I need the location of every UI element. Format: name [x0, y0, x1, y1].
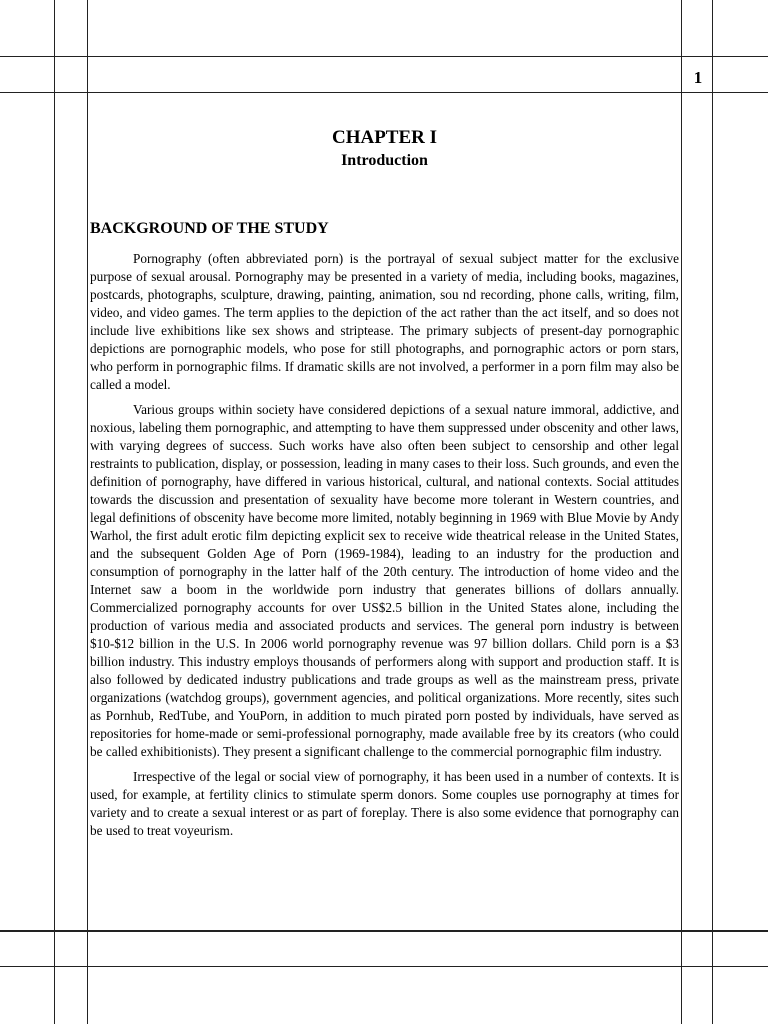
frame-line-left-inner — [87, 0, 88, 1024]
frame-line-right-inner — [681, 0, 682, 1024]
frame-line-bottom-outer — [0, 966, 768, 967]
section-heading: BACKGROUND OF THE STUDY — [90, 220, 329, 237]
frame-line-left-outer — [54, 0, 55, 1024]
paragraph-1: Pornography (often abbreviated porn) is the portrayal of sexual subject matter for the exclusive purpose of sexual arousal. Pornography may be presented in a variety of media, including books, magazines, postcards, photographs, sculpture, drawing, painting, animation, sou nd recording, phone calls, writing, film, video, and video games. The term applies to the depiction of the act rather than the act itself, and so does not include live exhibitions like sex shows and striptease. The primary subjects of present-day pornographic depictions are pornographic models, who pose for still photographs, and pornographic actors or porn stars, who perform in pornographic films. If dramatic skills are not involved, a performer in a porn film may also be called a model. — [90, 251, 679, 392]
frame-line-right-outer — [712, 0, 713, 1024]
document-body — [90, 126, 679, 847]
frame-line-bottom-inner — [0, 930, 768, 932]
paragraph-3: Irrespective of the legal or social view of pornography, it has been used in a number of contexts. It is used, for example, at fertility clinics to stimulate sperm donors. Some couples use pornography at times for variety and to create a sexual interest or as part of foreplay. There is also some evidence that pornography can be used to treat voyeurism. — [90, 769, 679, 838]
frame-line-top-outer — [0, 56, 768, 57]
frame-line-top-inner — [0, 92, 768, 93]
chapter-title: CHAPTER I — [331, 127, 438, 148]
page-number: 1 — [693, 68, 703, 87]
paragraph-2: Various groups within society have considered depictions of a sexual nature immoral, addictive, and noxious, labeling them pornographic, and attempting to have them suppressed under obscenity and other laws, with varying degrees of success. Such works have also often been subject to censorship and other legal restraints to publication, display, or possession, leading in many cases to their loss. Such grounds, and even the definition of pornography, have differed in various historical, cultural, and national contexts. Social attitudes towards the discussion and presentation of sexuality have become more tolerant in Western countries, and legal definitions of obscenity have become more limited, notably beginning in 1969 with Blue Movie by Andy Warhol, the first adult erotic film depicting explicit sex to receive wide theatrical release in the United States, and the subsequent Golden Age of Porn (1969-1984), leading to an industry for the production and consumption of pornography in the latter half of the 20th century. The introduction of home video and the Internet saw a boom in the worldwide porn industry that generates billions of dollars annually. Commercialized pornography accounts for over US$2.5 billion in the United States alone, including the production of various media and associated products and services. The general porn industry is between $10-$12 billion in the U.S. In 2006 world pornography revenue was 97 billion dollars. Child porn is a $3 billion industry. This industry employs thousands of performers along with support and production staff. It is also followed by dedicated industry publications and trade groups as well as the mainstream press, private organizations (watchdog groups), government agencies, and political organizations. More recently, sites such as Pornhub, RedTube, and YouPorn, in addition to much pirated porn posted by individuals, have served as repositories for home-made or semi-professional pornography, made available free by its creators (who could be called exhibitionists). They present a significant challenge to the commercial pornographic film industry. — [90, 402, 679, 759]
chapter-subtitle: Introduction — [341, 152, 428, 169]
